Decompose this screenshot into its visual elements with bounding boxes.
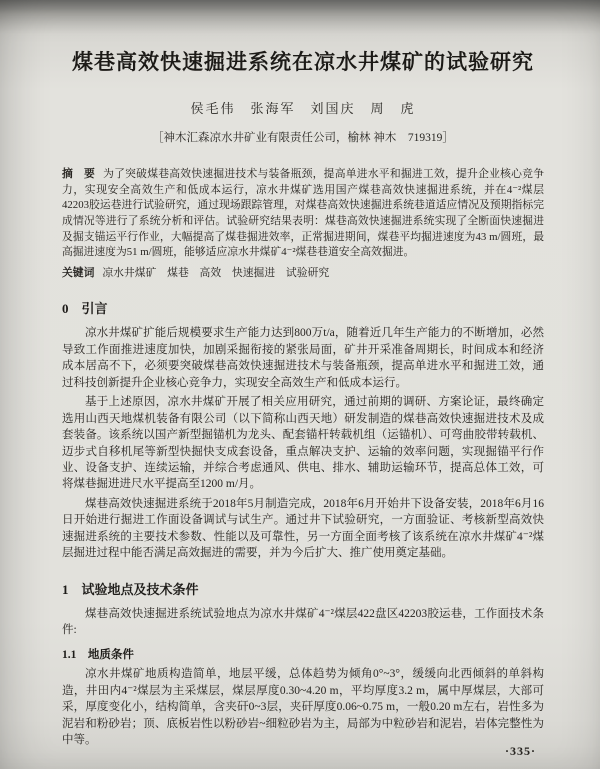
paragraph: 煤巷高效快速掘进系统于2018年5月制造完成，2018年6月开始井下设备安装，2018年6月16日开始进行掘进工作面设备调试与试生产。通过井下试验研究，一方面验证、考核新型高效快速掘进系统的主要技术参数、性能以及可靠性，另一方面全面考核了该系统在凉水井煤矿4⁻²煤层掘进过程中能否满足高效掘进的需要，并为今后扩大、推广使用奠定基础。	[62, 497, 544, 560]
page-number: ·335·	[504, 744, 536, 758]
paper-title: 煤巷高效快速掘进系统在凉水井煤矿的试验研究	[72, 50, 534, 74]
affiliation-line: ［神木汇森凉水井矿业有限责任公司，榆林 神木 719319］	[152, 132, 454, 144]
section-heading-introduction: 0 引言	[62, 301, 108, 317]
page-content	[62, 46, 544, 752]
keywords-label: 关键词	[62, 266, 95, 279]
paragraph: 基于上述原因，凉水井煤矿开展了相关应用研究，通过前期的调研、方案论证，最终确定选用山西天地煤机装备有限公司（以下简称山西天地）研发制造的煤巷高效快速掘进技术及成套装备。该系统以国产新型掘锚机为龙头、配套锚杆转载机组（运锚机）、可弯曲胶带转载机、迈步式自移机尾等新型快掘快支成套设备，重点解决支护、运输的效率问题，实现掘锚平行作业、设备支护、连续运输，并综合考虑通风、供电、排水、辅助运输环节，提高总体工效，可将煤巷掘进进尺水平提高至1200 m/月。	[62, 396, 544, 491]
paragraph: 煤巷高效快速掘进系统试验地点为凉水井煤矿4⁻²煤层422盘区42203胶运巷，工作面技术条件:	[62, 607, 544, 637]
abstract-label: 摘 要	[62, 168, 96, 180]
abstract-text: 为了突破煤巷高效快速掘进技术与装备瓶颈，提高单进水平和掘进工效，提升企业核心竞争力，实现安全高效生产和低成本运行，凉水井煤矿选用国产煤巷高效快速掘进系统，并在4⁻²煤层42203胶运巷进行试验研究，通过现场跟踪管理，对煤巷高效快速掘进系统巷道适应情况及预期指标完成情况等进行了系统分析和评估。试验研究结果表明：煤巷高效快速掘进系统实现了全断面快速掘进及掘支锚运平行作业，大幅提高了煤巷掘进效率，正常掘进期间，煤巷平均掘进速度为43 m/圆班，最高掘进速度为51 m/圆班，能够适应凉水井煤矿4⁻²煤巷巷道安全高效掘进。	[62, 168, 545, 259]
paragraph: 凉水井煤矿扩能后规模要求生产能力达到800万t/a，随着近几年生产能力的不断增加，必然导致工作面推进速度加快，加剧采掘衔接的紧张局面，矿井开采准备周期长，时间成本和经济成本居高不下，必须要突破煤巷高效快速掘进技术与装备瓶颈，提高单进水平和掘进工效，通过科技创新提升企业核心竞争力，实现安全高效生产和低成本运行。	[62, 327, 544, 389]
paragraph: 凉水井煤矿地质构造简单，地层平缓，总体趋势为倾角0°~3°，缓缓向北西倾斜的单斜构造，井田内4⁻²煤层为主采煤层，煤层厚度0.30~4.20 m，平均厚度3.2 m，属中厚煤层，大部可采，厚度变化小，结构简单，含夹矸0~3层，夹矸厚度0.06~0.75 m，一般0.20 m左右，岩性多为泥岩和粉砂岩；顶、底板岩性以粉砂岩~细粒砂岩为主，局部为中粒砂岩和泥岩，岩体完整性为中等。	[62, 668, 544, 747]
subsection-heading-geology: 1.1 地质条件	[62, 649, 134, 662]
abstract-paragraph	[62, 167, 544, 261]
author-line: 侯毛伟 张海军 刘国庆 周 虎	[190, 101, 416, 116]
keywords-line	[62, 266, 544, 282]
keywords-text: 凉水井煤矿 煤巷 高效 快速掘进 试验研究	[102, 266, 330, 279]
section-heading-test-site: 1 试验地点及技术条件	[62, 581, 199, 597]
